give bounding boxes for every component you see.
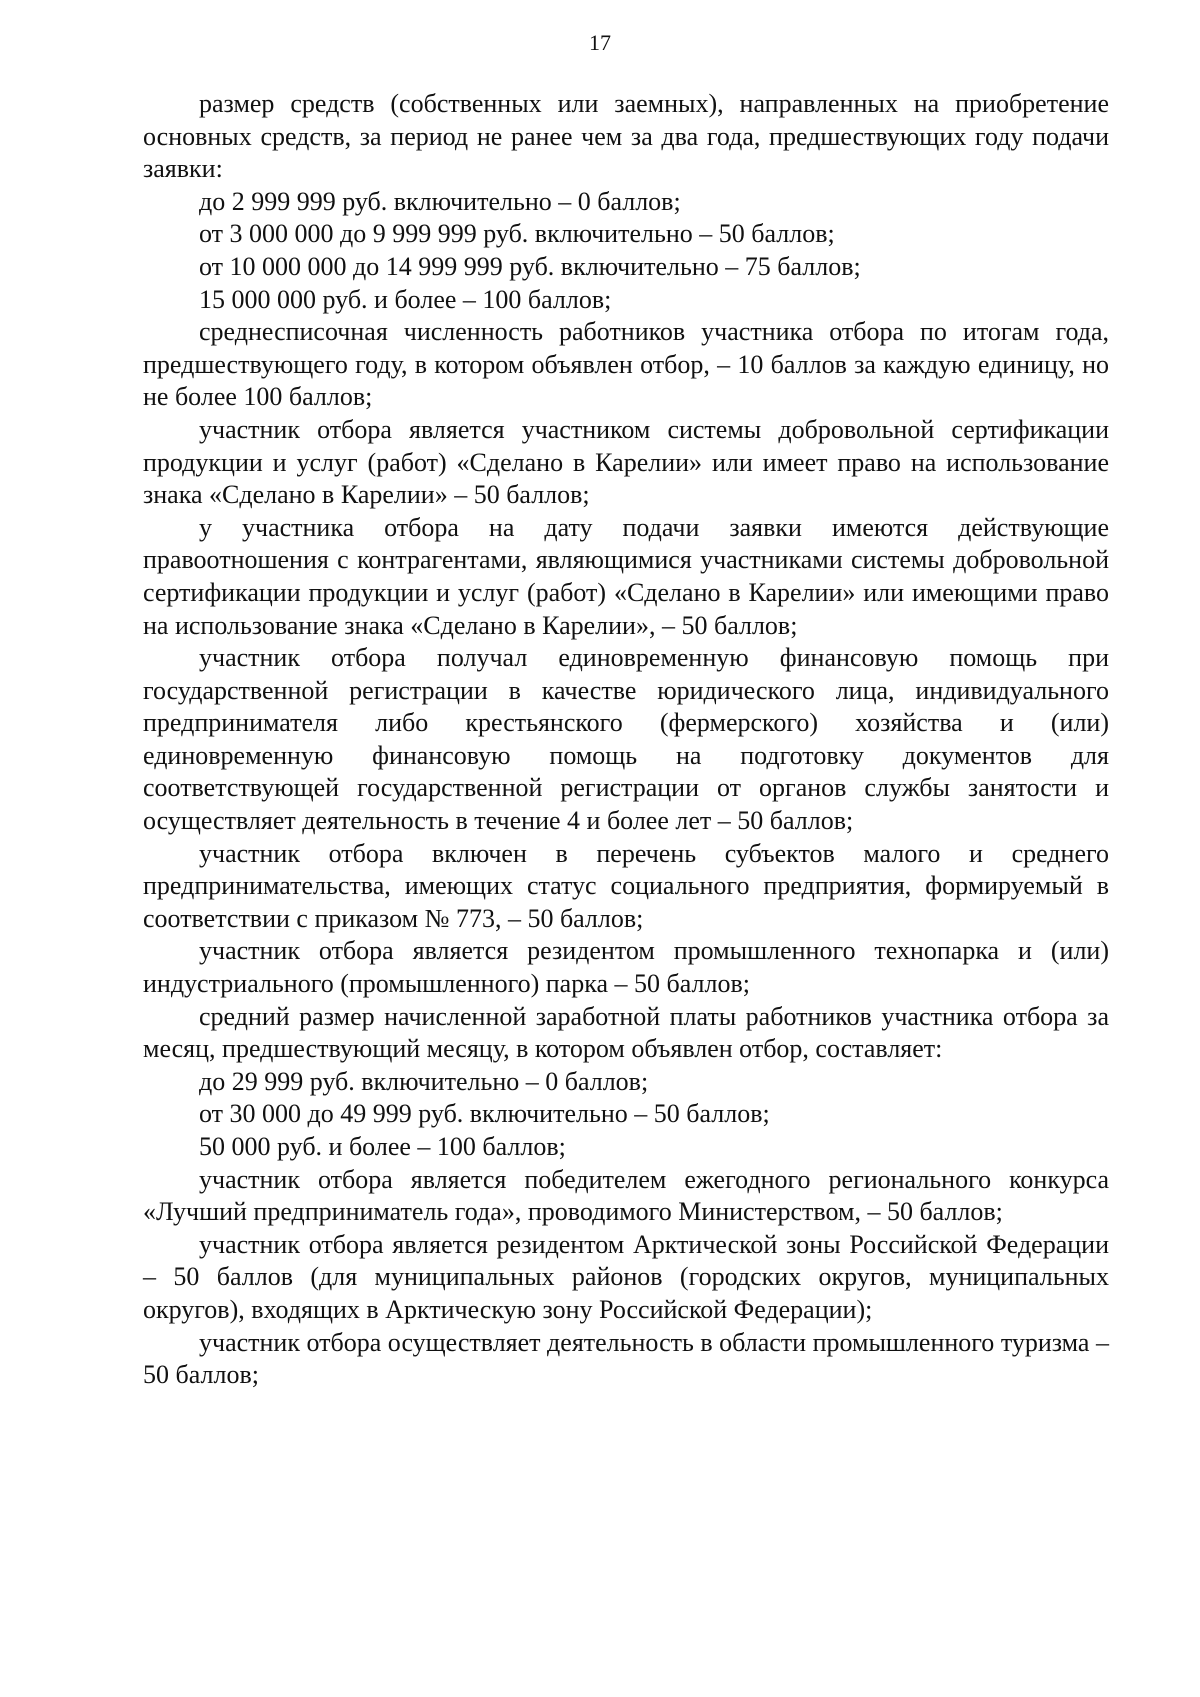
paragraph-average-salary: средний размер начисленной заработной платы работников участника отбора за месяц, предшествующий месяцу, в котором объявлен отбор, составляет: [143, 1001, 1109, 1064]
paragraph-arctic-zone: участник отбора является резидентом Арктической зоны Российской Федерации – 50 баллов (для муниципальных районов (городских округов, муниципальных округов), входящих в Арктическую зону Российской Федерации); [143, 1229, 1109, 1324]
paragraph-assets-tier-4: 15 000 000 руб. и более – 100 баллов; [199, 284, 612, 314]
page-number: 17 [589, 30, 611, 55]
paragraph-fixed-assets: размер средств (собственных или заемных), направленных на приобретение основных средств, за период не ранее чем за два года, предшествующих году подачи заявки: [143, 89, 1109, 184]
paragraph-salary-tier-1: до 29 999 руб. включительно – 0 баллов; [199, 1066, 649, 1096]
paragraph-assets-tier-2: от 3 000 000 до 9 999 999 руб. включительно – 50 баллов; [199, 219, 835, 249]
paragraph-certification: участник отбора является участником системы добровольной сертификации продукции и услуг (работ) «Сделано в Карелии» или имеет право на использование знака «Сделано в Карелии» – 50 баллов; [143, 414, 1109, 510]
paragraph-financial-aid: участник отбора получал единовременную финансовую помощь при государственной регистрации в качестве юридического лица, индивидуального предпринимателя либо крестьянского (фермерского) хозяйства и (или) единовременную финансовую помощь на подготовку документов для соответствующей государственной регистрации от органов службы занятости и осуществляет деятельность в течение 4 и более лет – 50 баллов; [143, 643, 1109, 836]
paragraph-salary-tier-3: 50 000 руб. и более – 100 баллов; [199, 1132, 566, 1161]
document-body [143, 88, 1109, 1392]
paragraph-assets-tier-3: от 10 000 000 до 14 999 999 руб. включительно – 75 баллов; [199, 251, 861, 281]
paragraph-social-enterprise: участник отбора включен в перечень субъектов малого и среднего предпринимательства, имеющих статус социального предприятия, формируемый в соответствии с приказом № 773, – 50 баллов; [143, 838, 1109, 933]
paragraph-best-entrepreneur: участник отбора является победителем ежегодного регионального конкурса «Лучший предприниматель года», проводимого Министерством, – 50 баллов; [143, 1164, 1109, 1227]
paragraph-technopark: участник отбора является резидентом промышленного технопарка и (или) индустриального (промышленного) парка – 50 баллов; [143, 936, 1109, 999]
paragraph-headcount: среднесписочная численность работников участника отбора по итогам года, предшествующего году, в котором объявлен отбор, – 10 баллов за каждую единицу, но не более 100 баллов; [143, 317, 1109, 412]
paragraph-industrial-tourism: участник отбора осуществляет деятельность в области промышленного туризма – 50 баллов; [143, 1327, 1109, 1390]
paragraph-salary-tier-2: от 30 000 до 49 999 руб. включительно – 50 баллов; [199, 1099, 770, 1129]
paragraph-assets-tier-1: до 2 999 999 руб. включительно – 0 баллов; [199, 186, 681, 216]
paragraph-contractors: у участника отбора на дату подачи заявки имеются действующие правоотношения с контрагентами, являющимися участниками системы добровольной сертификации продукции и услуг (работ) «Сделано в Карелии» или имеющими право на использование знака «Сделано в Карелии», – 50 баллов; [143, 512, 1109, 640]
